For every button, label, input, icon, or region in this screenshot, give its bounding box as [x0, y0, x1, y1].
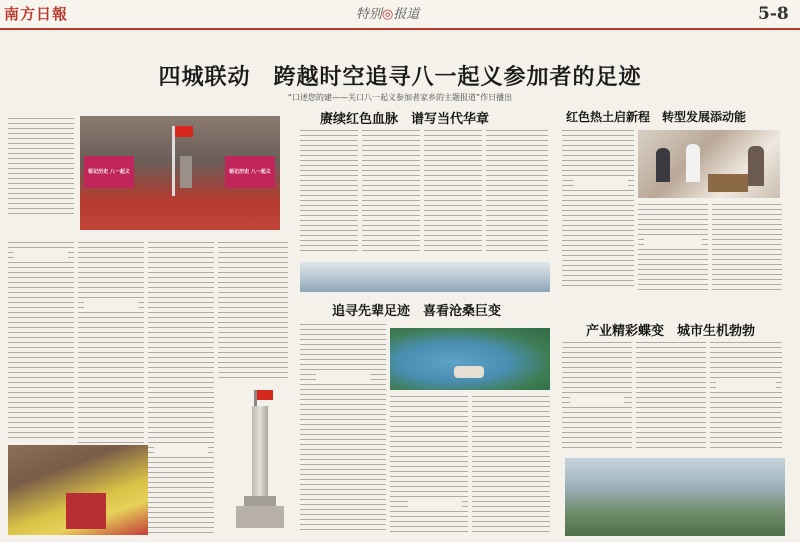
exhibition-hall-photo — [80, 116, 280, 230]
town-aerial-photo — [565, 458, 785, 536]
text-column — [362, 128, 420, 254]
section-heading-red-bloodline: 赓续红色血脉 谱写当代华章 — [320, 112, 490, 127]
flower-tribute-photo — [8, 445, 148, 535]
article-subhead — [408, 498, 462, 508]
exhibition-banner-left: 铭记历史 八一起义 — [84, 156, 134, 188]
text-column — [712, 202, 782, 290]
text-column — [300, 322, 386, 534]
page-number: 5-8 — [758, 4, 789, 24]
lake-aerial-photo — [390, 328, 550, 390]
exhibition-banner-right: 铭记历史 八一起义 — [225, 156, 275, 188]
text-column — [300, 128, 358, 254]
section-tag-right: 报道 — [393, 7, 420, 22]
masthead-logo: 南方日報 — [4, 5, 69, 23]
article-subhead — [644, 238, 702, 248]
article-subhead — [716, 380, 776, 390]
text-column — [472, 394, 550, 534]
text-column — [710, 340, 782, 452]
text-column — [8, 116, 74, 214]
article-subhead — [14, 248, 68, 260]
text-column — [8, 240, 74, 440]
text-column — [218, 240, 288, 380]
text-column — [148, 240, 214, 535]
text-column — [636, 340, 706, 452]
section-tag-left: 特别 — [356, 7, 383, 22]
meeting-photo — [638, 130, 780, 198]
article-subhead — [574, 178, 628, 188]
section-tag-separator: ◎ — [382, 7, 394, 22]
article-subhead — [154, 445, 208, 457]
text-column — [390, 394, 468, 534]
city-skyline-photo — [300, 262, 550, 292]
section-tag — [356, 3, 419, 22]
text-column — [424, 128, 482, 254]
memorial-tower-photo — [230, 380, 290, 530]
page-subtitle: “口述您的建——关口八一起义参加者家乡的主题报道”作日播出 — [287, 93, 513, 102]
article-subhead — [316, 372, 370, 382]
article-subhead — [570, 395, 624, 405]
section-heading-new-journey: 红色热土启新程 转型发展添动能 — [566, 110, 747, 124]
text-column — [486, 128, 548, 254]
article-subhead — [84, 300, 138, 312]
section-heading-pioneers: 追寻先辈足迹 喜看沧桑巨变 — [332, 304, 502, 319]
page-headline: 四城联动 跨越时空追寻八一起义参加者的足迹 — [158, 64, 642, 90]
section-heading-industry: 产业精彩蝶变 城市生机勃勃 — [586, 324, 756, 339]
text-column — [562, 128, 634, 290]
